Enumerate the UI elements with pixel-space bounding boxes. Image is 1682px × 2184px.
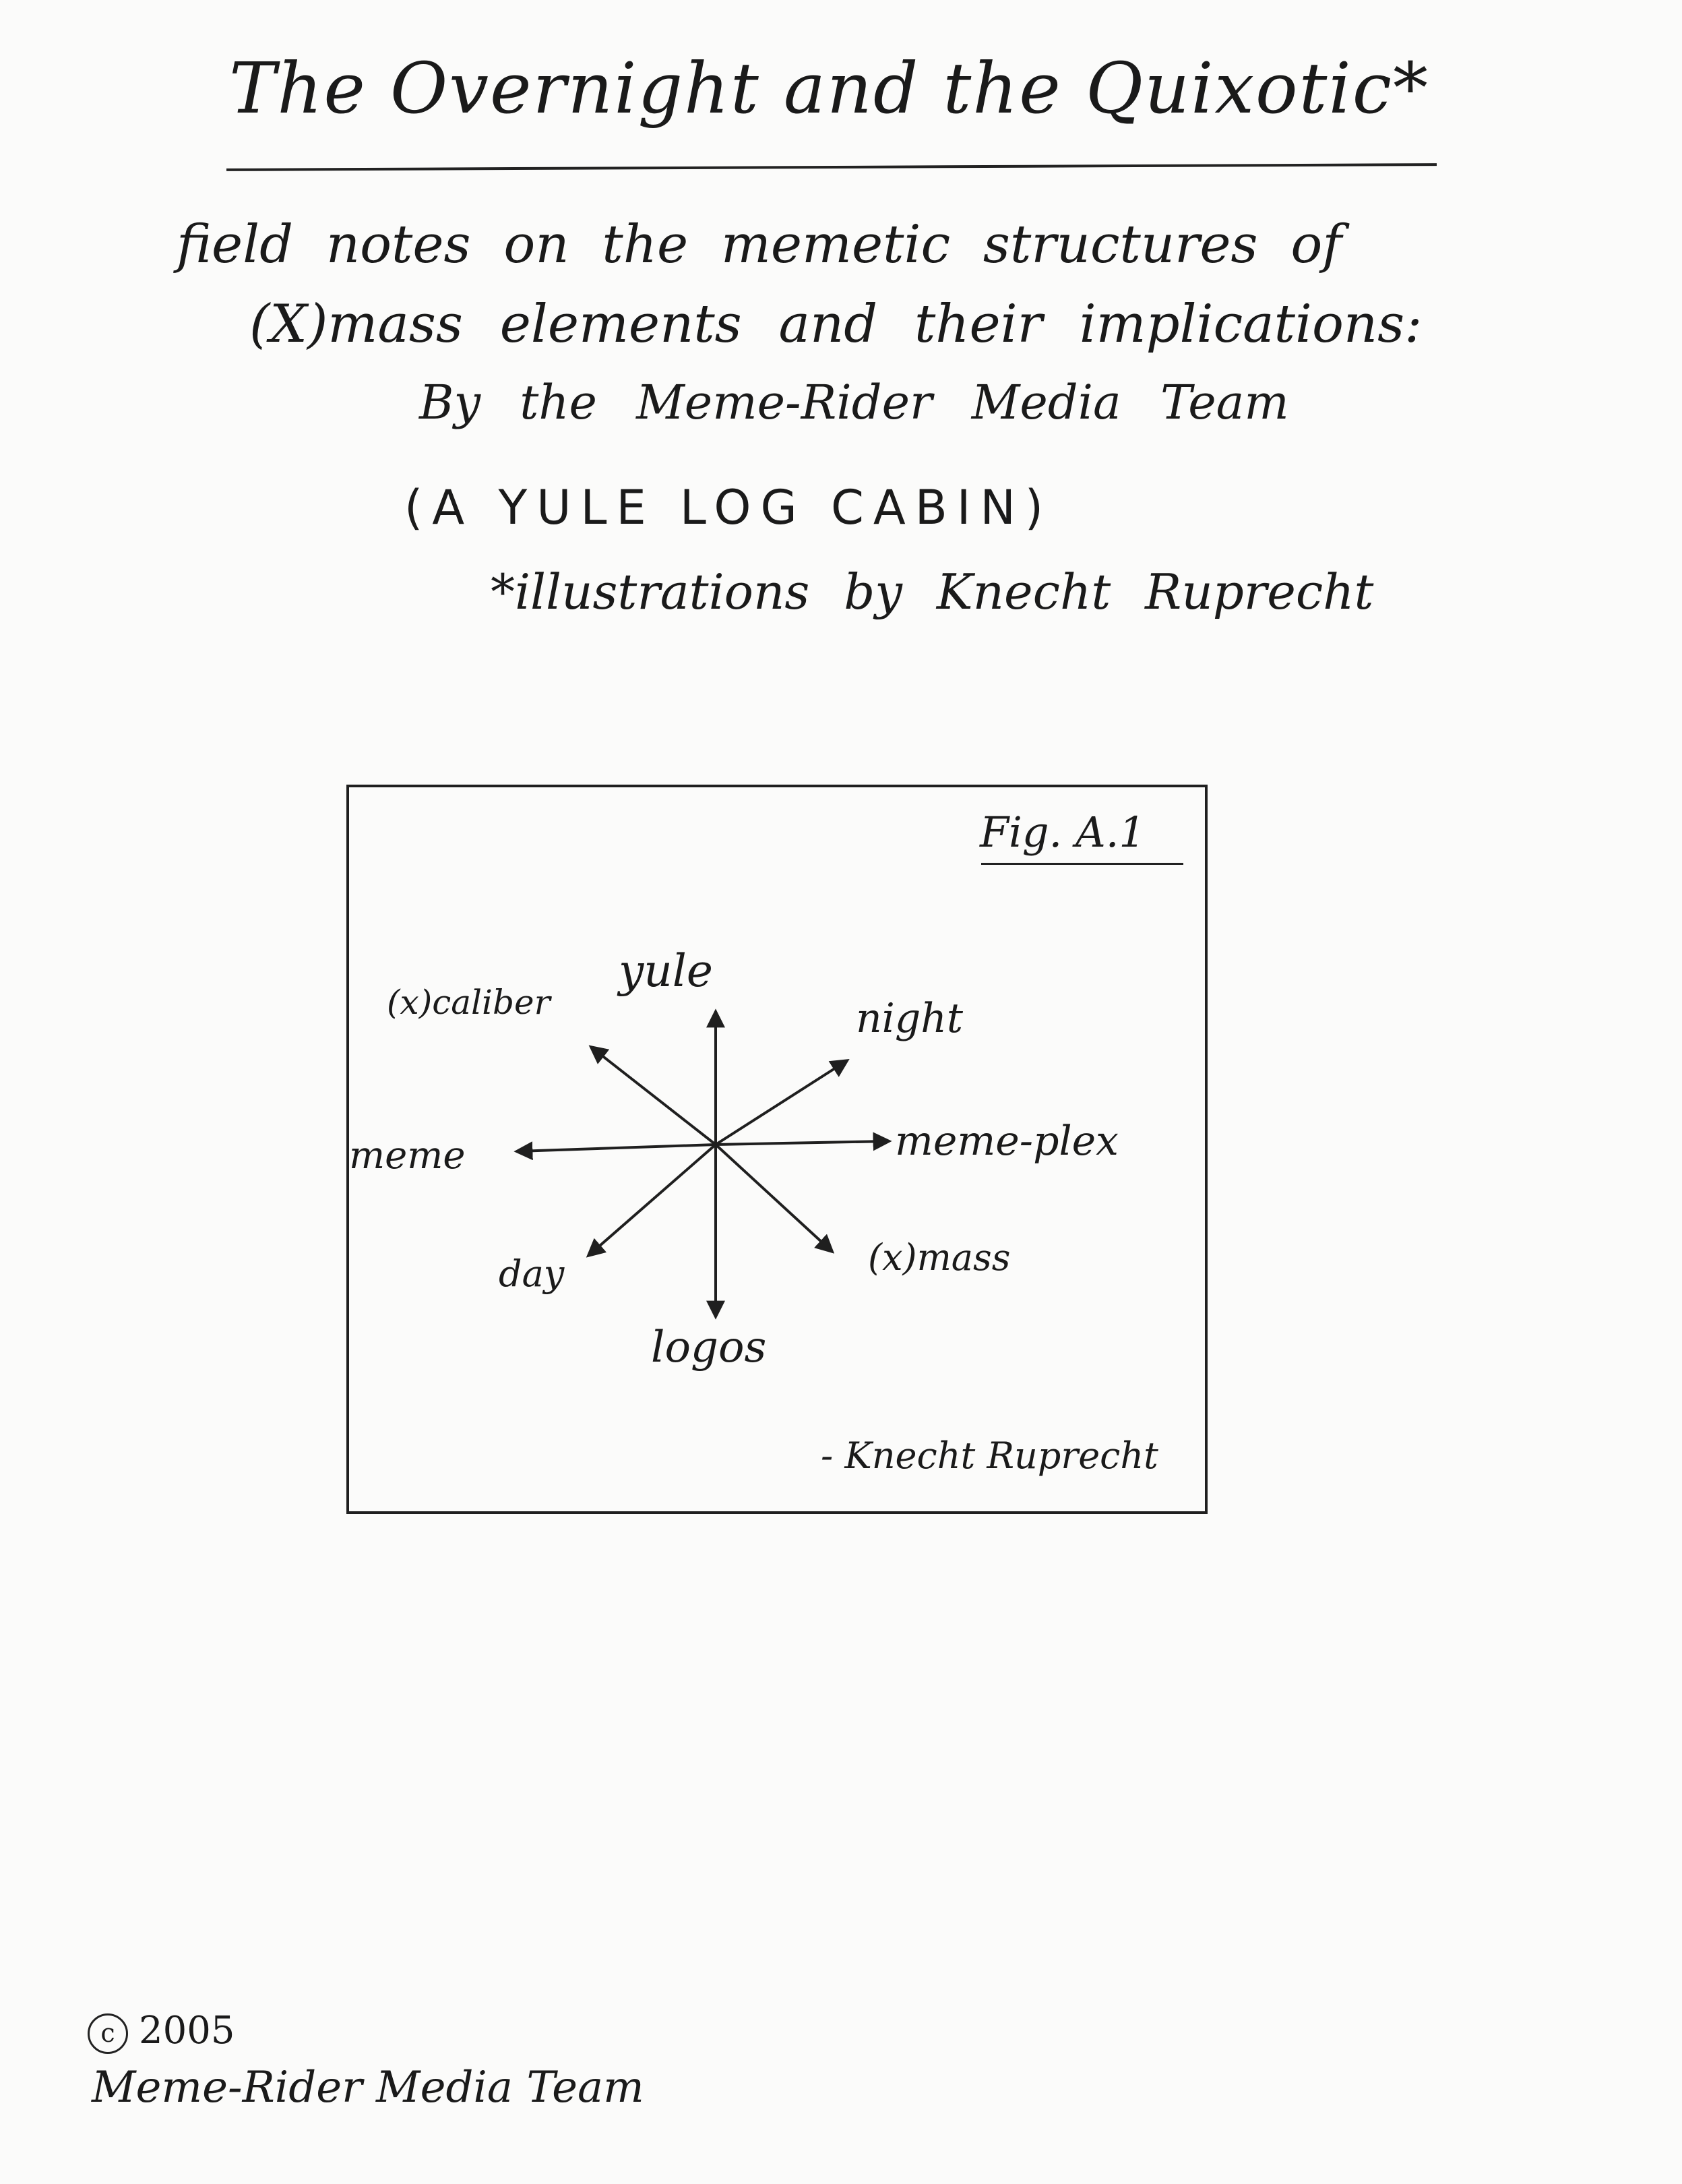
arrow-right [716, 1141, 888, 1145]
copyright-year: 2005 [139, 2009, 235, 2053]
byline: By the Meme-Rider Media Team [419, 375, 1289, 430]
label-down-right: (x)mass [868, 1236, 1011, 1279]
illustrations-credit: *illustrations by Knecht Ruprecht [491, 564, 1374, 620]
parenthetical-title: (A YULE LOG CABIN) [404, 480, 1053, 535]
title-underline [226, 163, 1437, 171]
label-right: meme-plex [895, 1118, 1119, 1165]
copyright-line [88, 2009, 235, 2054]
arrow-left [518, 1145, 716, 1151]
figure-box [346, 785, 1208, 1514]
subtitle-line-2: (X)mass elements and their implications: [249, 294, 1423, 355]
arrow-down-right [716, 1145, 832, 1251]
copyright-owner: Meme-Rider Media Team [92, 2063, 644, 2113]
arrow-down-left [589, 1145, 716, 1255]
label-up-right: night [856, 995, 963, 1042]
arrow-up-left [592, 1048, 716, 1145]
figure-signature: - Knecht Ruprecht [821, 1434, 1158, 1477]
label-down-left: day [499, 1252, 565, 1295]
subtitle-line-1: field notes on the memetic structures of [177, 214, 1342, 275]
label-up: yule [619, 945, 713, 997]
arrow-up-right [716, 1061, 846, 1145]
copyright-icon: c [88, 2013, 128, 2054]
page-title: The Overnight and the Quixotic* [229, 47, 1429, 129]
label-up-left: (x)caliber [387, 983, 551, 1022]
label-left: meme [349, 1134, 466, 1178]
figure-label: Fig. A.1 [980, 808, 1146, 857]
label-down: logos [651, 1323, 767, 1372]
